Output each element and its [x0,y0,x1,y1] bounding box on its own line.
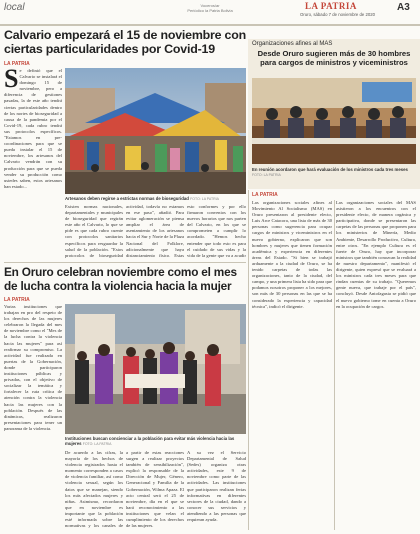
article1-caption [65,196,246,202]
article2-photo-credit: FOTO: LA PATRIA [82,442,112,447]
column-divider [248,190,249,530]
calvario-market-photo-image [65,68,246,194]
article1-dropcap: S [4,68,19,93]
article2-caption [65,436,246,447]
article2-col1: Varias instituciones que trabajan en pro del respeto de los derechos de las mujeres celebraron la llegada del mes de noviembre como el "Mes de la lucha contra la violencia hacia las mujeres" para así reafirmar su compromiso. La actividad fue realizada en puertas de la Gobernación, donde participaron instituciones públicas y privadas, con el objetivo de socializar la temática y fortalecer la ruta crítica de atención contra la violencia hacia las mujeres con la población. Después de las dinámicas, realizaron presentaciones para tener un panorama de la violencia. [4,304,62,431]
sidebar-label: Organizaciones afines al MAS [252,41,333,47]
article1-col4: esto conformes y por ello firmaron convenios con los nuevos horarios que nos parten del Calvario, en los que se comprometen a cumplir lo acordado. "Hemos hecho entender que todo esto es para el cuidado de sus vidas y la vida de la gente que va a acudir [187,204,246,258]
page-number: A3 [397,2,410,13]
women-rally-photo-image [65,304,246,434]
sidebar-caption-text: En reunión acordaron que hará evaluación de los ministros cada tres meses [252,167,408,172]
sidebar-col1: Las organizaciones sociales afines al Movimiento Al Socialismo (MAS) en Oruro presentaron al presidente electo, Luis Arce Catacora, una lista de más de 30 personas como sugerencia para ocupar cargos de ministros y viceministros en el nuevo gobierno, explicaron que son hombres y mujeres que tienen formación académica y experiencia en diferentes áreas del Estado. "Si bien se trabajó arduamente a la ciudad de Oruro, se ha tenido carpetas de todas las organizaciones, tanto de la ciudad, del campo, y una primera lista ha sido para que podamos nosotros proponer a los mejores, son más de 30 personas en las que se ha considerado la experiencia y capacidad técnica", indicó el dirigente. [252,200,332,309]
article1-col3: actividad, todavía no estamos en ese paso", añadió. Para evitar aglomeración se piensa ampliar el área de asentamiento de los artesanos hacia el Sur y Norte de la Plaza Nacional del Folklore, adicionalmente que haya distanciamiento físico. Estas [126,204,184,258]
masthead: LA PATRIA [305,1,357,11]
article1-headline: Calvario empezará el 15 de noviembre con ciertas particularidades por Covid-19 [4,28,246,56]
article2-headline: En Oruro celebran noviembre como el mes de lucha contra la violencia hacia la mujer [4,265,237,293]
article2-caption-text: Instituciones buscan concienciar a la población para evitar más violencia hacia las mujeres [65,436,235,447]
header-center-info [150,3,270,13]
sidebar-col2: Las organizaciones sociales del MAS asistieron a los encuentros con el presidente electo, de manera orgánica y participativa, donde se presentaron las carpetas de las personas que proponen para los ministerios de Minería, Medio Ambiente, Desarrollo Productivo, Cultura, entre otros. "En ejemplo Cultura es el fuerte de Oruro, hay que incorporar ministros que también conozcan la realidad de nuestro departamento", manifestó el dirigente, quien expresó que se evaluará a los ministros cada tres meses para que rindan cuentas de su trabajo. "Queremos gente nueva, que trabaje por el país", concluyó. Desde Antofagasta se pidió que el nuevo gobierno tome en cuenta a Oruro en la ocupación de cargos. [336,200,416,309]
sidebar-photo-credit: FOTO: LA PATRIA [252,173,281,178]
article2-kicker: LA PATRIA [4,297,30,303]
article1-kicker: LA PATRIA [4,61,30,67]
article1-col2: Existen normas nacionales, departamentales y municipales de bioseguridad que regirán este año el Calvario, lo que se pide es que cada rubro cuente con protocolos sanitarios específicos para resguardar la salud de la población. "Estos protocolos de bioseguridad [65,204,123,258]
article1-photo-credit: FOTO: LA PATRIA [190,197,219,201]
header-rule [0,24,420,26]
column-divider [334,200,335,530]
article2-col2: De acuerdo a las cifras, la mayoría de los hechos de violencia registrados hasta el momento corresponden a casos de violencia familiar, así como violencia sexual, según los datos que se manejan, siendo los más afectados mujeres y niñas. Asimismo, recordaron que en noviembre es importante que la población esté informada sobre las normativas y los canales de [65,450,123,529]
meeting-photo-image [252,78,416,164]
sidebar-photo [252,78,416,164]
article1-col1 [4,68,62,260]
article1-caption-text: Artesanos deben regirse a estrictas normas de bioseguridad [65,196,189,201]
article1-photo [65,68,246,194]
sidebar-headline: Desde Oruro sugieren más de 30 hombres para cargos de ministros y viceministros [257,49,411,67]
date-line: Oruro, sábado 7 de noviembre de 2020 [300,12,376,17]
sidebar-caption [252,167,416,178]
section-divider [4,262,246,263]
sidebar-box [248,39,420,189]
header-center-line1: Voceros/ar [200,3,220,8]
article2-col4: A su vez el Servicio Departamental de Salud (Sedes) organiza otras actividades, este 9 de noviembre como parte de las actividades. Las instituciones que participaron realizan ferias informativas en diferentes sectores de la ciudad, dando a conocer sus servicios y atendiendo a las personas que requieran ayuda. [187,450,246,523]
header-center-line2: Periódico la Patria Bolivia [187,8,233,13]
page-header [0,0,420,26]
section-label: local [4,2,25,13]
article1-col1-text: e definió que el Calvario se instalará el domingo 15 de noviembre, pero a diferencia de gestiones pasadas, la de este año tendrá ciertas particularidades dentro de los nortes de bioseguridad a causa de la pandemia por el Covid-19, cada rubro tendrá sus protocolos específicos. "Estamos en pre-coordinaciones para que se pueda instalar el 15 de noviembre, los artesanos del Calvario vendrán con su producción para que se pueda vender su producción como ustedes saben, estos artesanos han estado... [4,68,62,189]
article2-col3: a partir de estas reacciones surgen a realizar proyectos también de sensibilización", explicó la responsable de la Dirección de Mujer, Género, Generacional y Familia de la Gobernación, Wilma Apaza. El acto central será el 25 de noviembre, día en el que se hará reconocimiento a las instituciones que velan el cumplimiento de los derechos de las mujeres. [126,450,184,529]
article2-photo [65,304,246,434]
sidebar-kicker: LA PATRIA [252,192,278,198]
